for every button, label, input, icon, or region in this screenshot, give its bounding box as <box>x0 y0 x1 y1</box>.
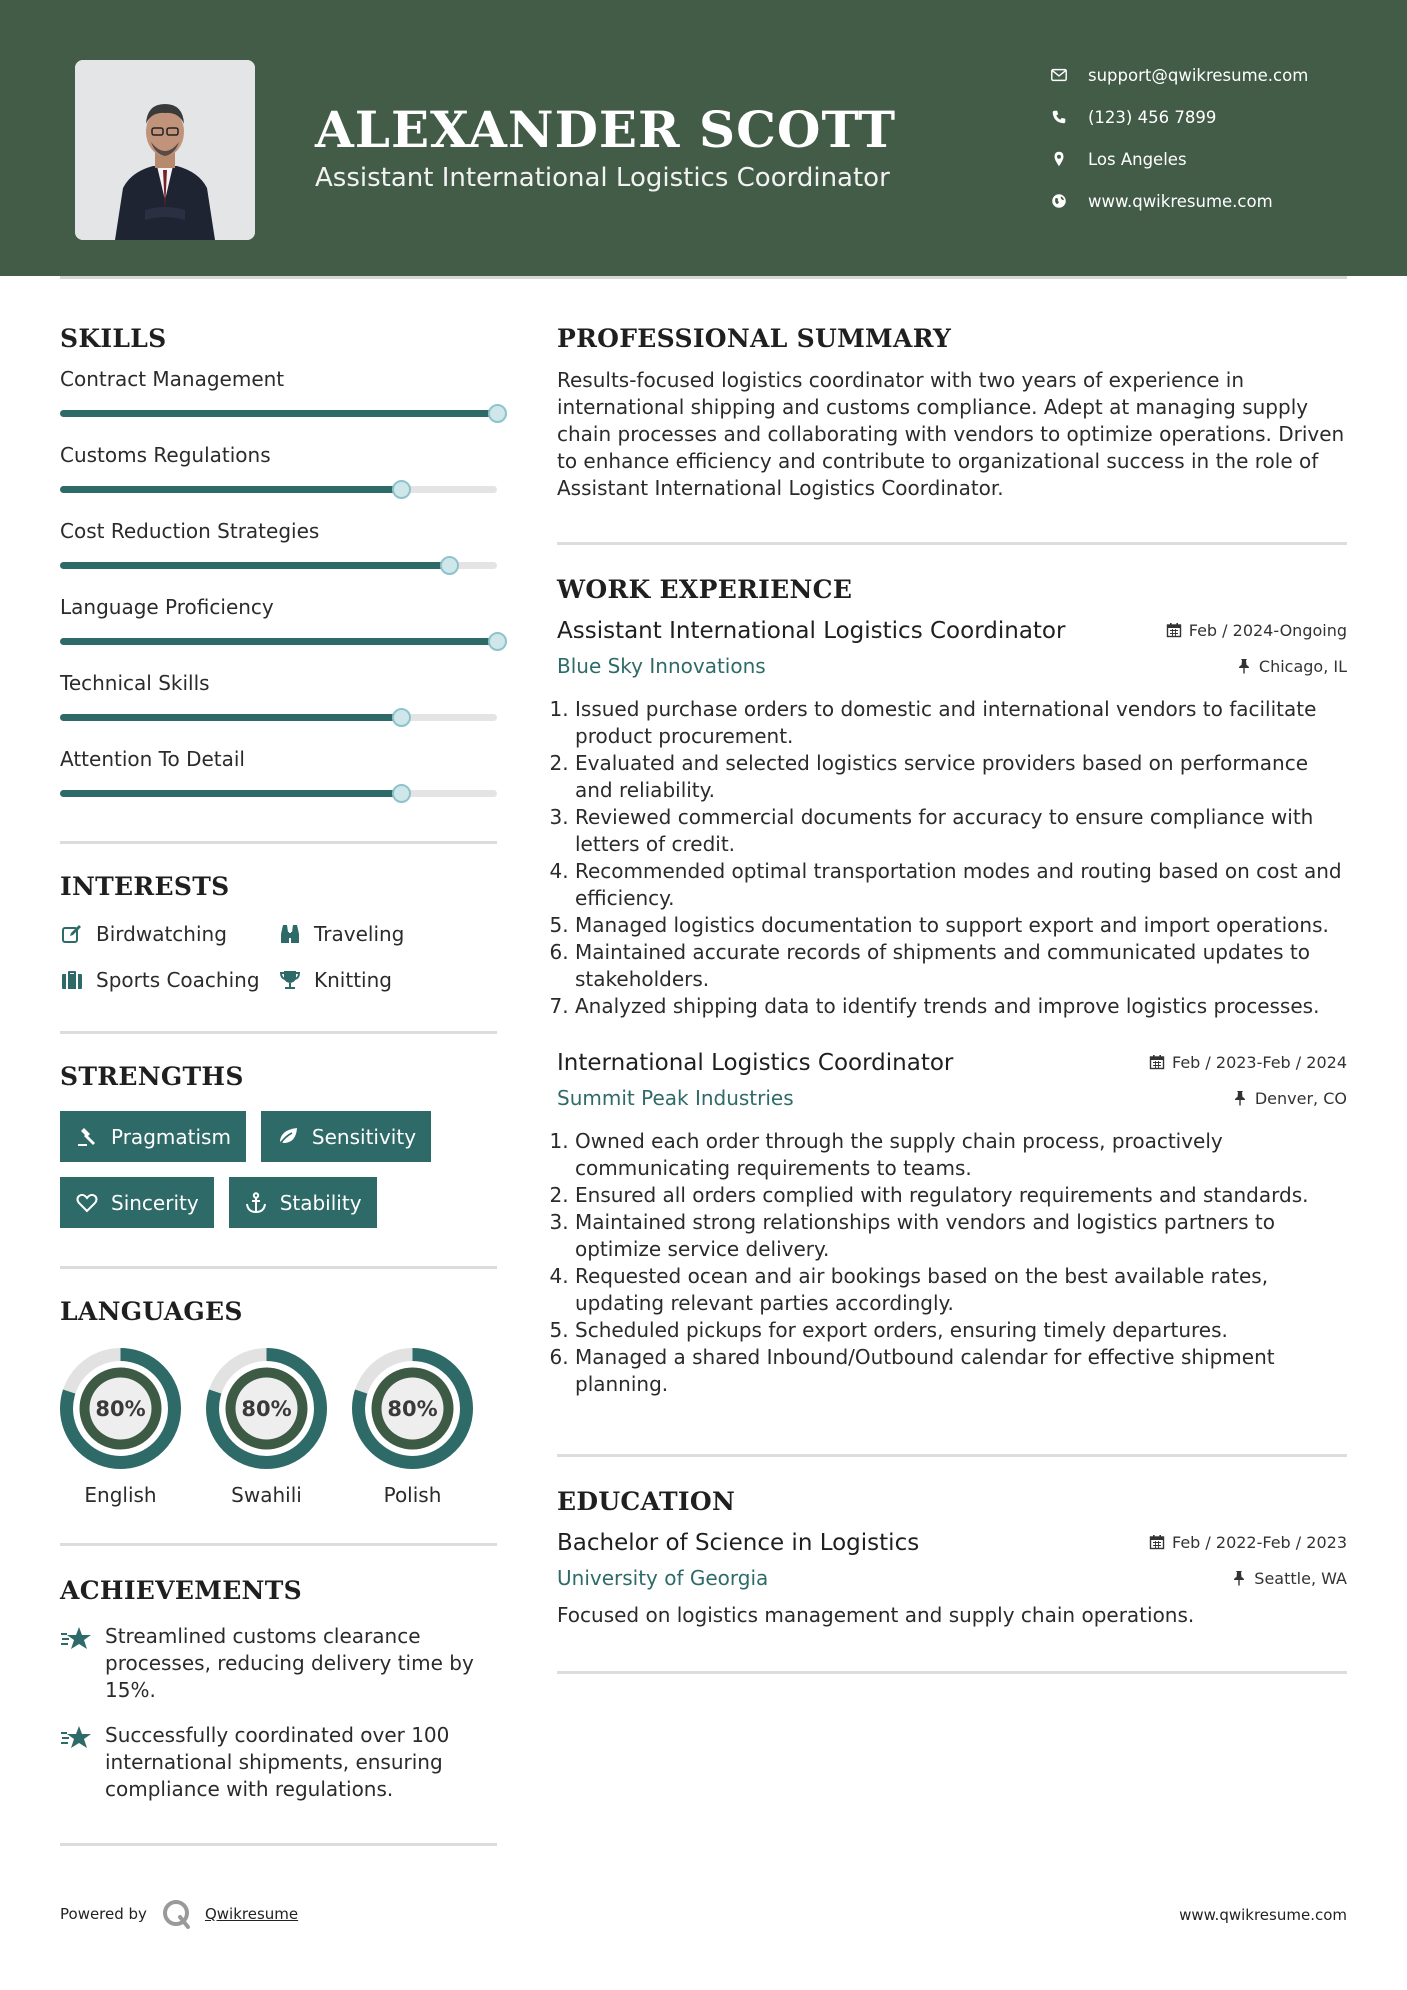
trophy-icon <box>278 968 302 992</box>
gavel-icon <box>75 1125 99 1149</box>
envelope-icon <box>1050 66 1088 84</box>
map-pin-icon <box>1050 150 1088 168</box>
achievements-title: ACHIEVEMENTS <box>60 1576 302 1605</box>
skill-bar <box>60 486 497 493</box>
skill-item <box>60 435 497 511</box>
contact-location-text: Los Angeles <box>1088 149 1187 169</box>
skill-bar-knob <box>488 632 507 651</box>
job-date-text: Feb / 2024-Ongoing <box>1188 620 1347 640</box>
education-school: University of Georgia <box>557 1566 769 1590</box>
skill-bar-knob <box>488 404 507 423</box>
header-divider <box>60 276 1347 279</box>
star-achievement-icon <box>60 1625 92 1653</box>
job-date <box>1149 1053 1347 1072</box>
section-divider <box>60 1031 497 1034</box>
skill-name: Technical Skills <box>60 671 210 695</box>
skill-item <box>60 739 497 815</box>
achievement-text: Successfully coordinated over 100 international shipments, ensuring compliance with regulations. <box>105 1723 450 1801</box>
section-divider <box>557 1671 1347 1674</box>
contact-website-text: www.qwikresume.com <box>1088 191 1273 211</box>
skill-bar-fill <box>60 638 497 645</box>
skill-name: Language Proficiency <box>60 595 274 619</box>
interests-list <box>60 921 497 993</box>
skill-bar <box>60 714 497 721</box>
interest-label: Birdwatching <box>96 922 227 946</box>
language-name: Polish <box>383 1483 442 1507</box>
duty-item: 2. Evaluated and selected logistics service providers based on performance and reliability. <box>575 750 1347 804</box>
skill-bar-fill <box>60 410 497 417</box>
achievement-item <box>60 1722 497 1803</box>
skill-bar-fill <box>60 714 401 721</box>
skills-title: SKILLS <box>60 324 167 353</box>
skill-bar-knob <box>392 708 411 727</box>
calendar-icon <box>1166 622 1182 638</box>
strength-badge <box>261 1111 431 1162</box>
education-date-text: Feb / 2022-Feb / 2023 <box>1172 1532 1347 1552</box>
skill-name: Cost Reduction Strategies <box>60 519 320 543</box>
skill-name: Customs Regulations <box>60 443 271 467</box>
strengths-list <box>60 1111 497 1228</box>
candidate-title: Assistant International Logistics Coordinator <box>315 163 890 193</box>
contact-phone-text: (123) 456 7899 <box>1088 107 1217 127</box>
contact-list <box>1050 54 1380 222</box>
footer-url[interactable]: www.qwikresume.com <box>1179 1906 1347 1924</box>
skills-list <box>60 359 497 815</box>
job-location <box>1232 1089 1347 1108</box>
interest-item <box>278 921 497 947</box>
strength-label: Sensitivity <box>311 1124 417 1149</box>
experience-title: WORK EXPERIENCE <box>557 575 853 604</box>
pushpin-icon <box>1236 658 1252 674</box>
job-role: International Logistics Coordinator <box>557 1050 954 1076</box>
duty-item: 5. Scheduled pickups for export orders, ensuring timely departures. <box>575 1317 1347 1344</box>
edit-icon <box>60 922 84 946</box>
duty-item: 4. Recommended optimal transportation modes and routing based on cost and efficiency. <box>575 858 1347 912</box>
contact-location <box>1050 138 1380 180</box>
contact-website[interactable] <box>1050 180 1380 222</box>
strength-badge <box>60 1111 246 1162</box>
language-percent: 80% <box>387 1396 438 1421</box>
job-entry <box>557 618 1347 1020</box>
summary-text: Results-focused logistics coordinator with two years of experience in international shipping and customs compliance. Adept at managing supply chain processes and collaborating with vendors to optimize operations. Driven to enhance efficiency and contribute to organizational success in the role of Assistant International Logistics Coordinator. <box>557 368 1345 500</box>
binoculars-icon <box>278 922 302 946</box>
language-item <box>352 1348 473 1507</box>
skill-bar-fill <box>60 790 401 797</box>
job-date <box>1166 621 1347 640</box>
achievement-text: Streamlined customs clearance processes, reducing delivery time by 15%. <box>105 1624 474 1702</box>
job-entry <box>557 1050 1347 1398</box>
left-column <box>60 300 497 1846</box>
duty-item: 2. Ensured all orders complied with regulatory requirements and standards. <box>575 1182 1347 1209</box>
job-duties <box>557 1128 1347 1398</box>
strength-label: Sincerity <box>111 1190 199 1215</box>
globe-icon <box>1050 192 1088 210</box>
skill-bar-knob <box>392 784 411 803</box>
job-location-text: Denver, CO <box>1254 1088 1347 1108</box>
job-company: Blue Sky Innovations <box>557 654 766 678</box>
footer-powered-by <box>60 1898 298 1930</box>
star-achievement-icon <box>60 1724 92 1752</box>
contact-email[interactable] <box>1050 54 1380 96</box>
job-company: Summit Peak Industries <box>557 1086 794 1110</box>
section-divider <box>557 542 1347 545</box>
right-column <box>557 300 1347 1674</box>
skill-bar <box>60 638 497 645</box>
achievement-item <box>60 1623 497 1704</box>
interest-item <box>60 921 278 947</box>
interest-item <box>60 967 278 993</box>
section-divider <box>60 1843 497 1846</box>
resume-header <box>0 0 1407 276</box>
duty-item: 6. Managed a shared Inbound/Outbound calendar for effective shipment planning. <box>575 1344 1347 1398</box>
skill-bar <box>60 410 497 417</box>
pushpin-icon <box>1231 1570 1247 1586</box>
interests-title: INTERESTS <box>60 872 230 901</box>
profile-photo <box>75 60 255 240</box>
language-percent: 80% <box>241 1396 292 1421</box>
duty-item: 4. Requested ocean and air bookings based on the best available rates, updating relevant parties accordingly. <box>575 1263 1347 1317</box>
contact-email-text: support@qwikresume.com <box>1088 65 1309 85</box>
strength-badge <box>60 1177 214 1228</box>
skill-bar-fill <box>60 486 401 493</box>
powered-by-label: Powered by <box>60 1905 147 1923</box>
phone-icon <box>1050 108 1088 126</box>
skill-bar <box>60 790 497 797</box>
strength-label: Stability <box>279 1190 362 1215</box>
interest-item <box>278 967 497 993</box>
education-description: Focused on logistics management and supply chain operations. <box>557 1603 1195 1627</box>
section-divider <box>60 841 497 844</box>
leaf-icon <box>276 1125 300 1149</box>
duty-item: 7. Analyzed shipping data to identify trends and improve logistics processes. <box>575 993 1347 1020</box>
skill-item <box>60 587 497 663</box>
education-title: EDUCATION <box>557 1487 736 1516</box>
language-item <box>60 1348 181 1507</box>
job-role: Assistant International Logistics Coordinator <box>557 618 1066 644</box>
strength-badge <box>229 1177 377 1228</box>
duty-item: 1. Issued purchase orders to domestic and international vendors to facilitate product procurement. <box>575 696 1347 750</box>
skill-bar-fill <box>60 562 449 569</box>
interest-label: Traveling <box>314 922 405 946</box>
duty-item: 6. Maintained accurate records of shipments and communicated updates to stakeholders. <box>575 939 1347 993</box>
language-ring <box>206 1348 327 1469</box>
interest-label: Knitting <box>314 968 392 992</box>
language-item <box>206 1348 327 1507</box>
job-location-text: Chicago, IL <box>1258 656 1347 676</box>
section-divider <box>557 1454 1347 1457</box>
interest-label: Sports Coaching <box>96 968 260 992</box>
anchor-icon <box>244 1191 268 1215</box>
calendar-icon <box>1149 1534 1165 1550</box>
language-name: Swahili <box>231 1483 302 1507</box>
skill-item <box>60 663 497 739</box>
pushpin-icon <box>1232 1090 1248 1106</box>
job-location <box>1236 657 1347 676</box>
education-entry <box>557 1530 1347 1629</box>
skill-item <box>60 511 497 587</box>
language-name: English <box>84 1483 157 1507</box>
duty-item: 1. Owned each order through the supply chain process, proactively communicating requirements to teams. <box>575 1128 1347 1182</box>
qwikresume-link[interactable]: Qwikresume <box>204 1905 299 1923</box>
language-ring <box>60 1348 181 1469</box>
skill-item <box>60 359 497 435</box>
language-percent: 80% <box>95 1396 146 1421</box>
skill-name: Contract Management <box>60 367 285 391</box>
strength-label: Pragmatism <box>111 1124 231 1149</box>
briefcase-icon <box>60 968 84 992</box>
summary-title: PROFESSIONAL SUMMARY <box>557 324 952 353</box>
job-duties <box>557 696 1347 1020</box>
education-date <box>1149 1533 1347 1552</box>
strengths-title: STRENGTHS <box>60 1062 244 1091</box>
job-date-text: Feb / 2023-Feb / 2024 <box>1172 1052 1347 1072</box>
duty-item: 3. Maintained strong relationships with vendors and logistics partners to optimize service delivery. <box>575 1209 1347 1263</box>
languages-title: LANGUAGES <box>60 1297 243 1326</box>
education-location <box>1231 1569 1347 1588</box>
section-divider <box>60 1266 497 1269</box>
language-ring <box>352 1348 473 1469</box>
skill-bar <box>60 562 497 569</box>
skill-bar-knob <box>440 556 459 575</box>
achievements-list <box>60 1623 497 1803</box>
skill-bar-knob <box>392 480 411 499</box>
section-divider <box>60 1543 497 1546</box>
person-photo-icon <box>75 60 255 240</box>
skill-name: Attention To Detail <box>60 747 245 771</box>
education-degree: Bachelor of Science in Logistics <box>557 1530 920 1556</box>
duty-item: 5. Managed logistics documentation to support export and import operations. <box>575 912 1347 939</box>
qwikresume-logo-icon <box>161 1898 193 1930</box>
education-location-text: Seattle, WA <box>1254 1568 1347 1588</box>
languages-list <box>60 1348 497 1507</box>
calendar-icon <box>1149 1054 1165 1070</box>
candidate-name: ALEXANDER SCOTT <box>315 100 897 159</box>
duty-item: 3. Reviewed commercial documents for accuracy to ensure compliance with letters of credit. <box>575 804 1347 858</box>
contact-phone[interactable] <box>1050 96 1380 138</box>
heart-icon <box>75 1191 99 1215</box>
